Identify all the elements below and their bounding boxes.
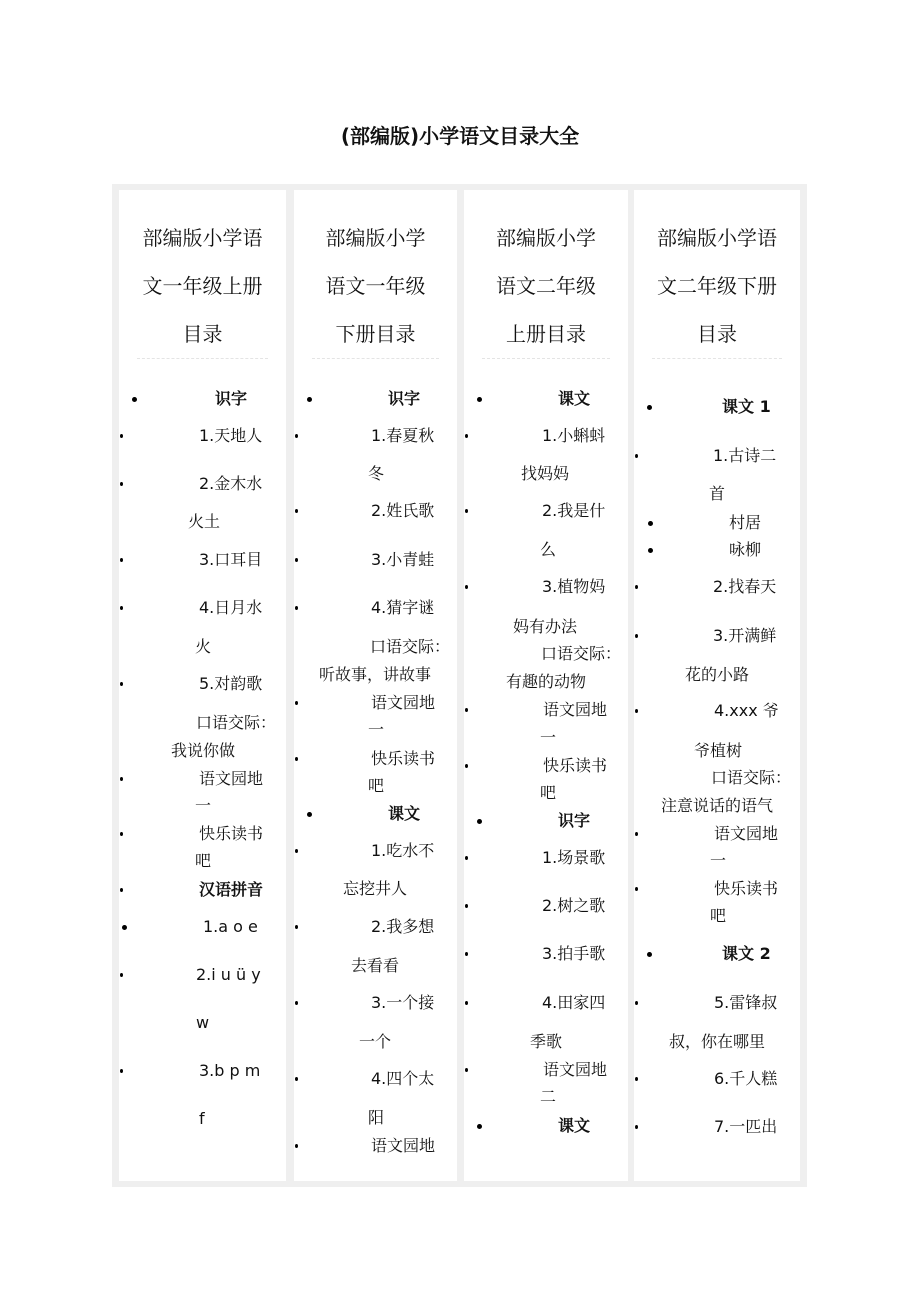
section-heading: 识字 [215,389,248,408]
list-item: 叔，你在哪里 [669,1032,766,1051]
list-item: 5.对韵歌 [199,674,263,693]
column-heading: 目录 [182,322,223,346]
list-item: 1.春夏秋 [371,426,435,445]
list-item: 口语交际： [196,713,277,732]
heading-divider [482,358,610,359]
list-item: 吧 [195,851,212,870]
bullet-icon [465,585,468,589]
list-item: 村居 [729,513,762,532]
list-item: 1.场景歌 [542,848,606,867]
bullet-icon [122,925,127,930]
list-item: 一 [710,851,727,870]
bullet-icon [295,849,298,853]
bullet-icon [635,454,638,458]
list-item: f [199,1109,205,1128]
list-item: 爷植树 [694,741,743,760]
column-heading: 文一年级上册 [142,274,263,298]
list-item: 2.金木水 [199,474,263,493]
list-item: 语文园地 [199,769,264,788]
list-item: 2.i u ü y [196,965,261,984]
list-item: 3.b p m [199,1061,261,1080]
list-item: 一 [540,728,557,747]
bullet-icon [647,952,652,957]
list-item: 快乐读书 [199,824,264,843]
list-item: 2.找春天 [713,577,777,596]
bullet-icon [295,606,298,610]
bullet-icon [465,434,468,438]
bullet-icon [465,952,468,956]
list-item: 我说你做 [171,741,236,760]
list-item: 注意说话的语气 [661,796,774,815]
bullet-icon [120,682,123,686]
bullet-icon [120,434,123,438]
list-item: 1.a o e [203,917,258,936]
list-item: 语文园地 [543,700,608,719]
column-heading: 语文一年级 [325,274,426,298]
bullet-icon [635,709,638,713]
list-item: 7.一匹出 [714,1117,778,1136]
bullet-icon [307,397,312,402]
list-item: 一个 [359,1032,392,1051]
bullet-icon [647,405,652,410]
list-item: 4.田家四 [542,993,606,1012]
bullet-icon [120,777,123,781]
list-item: 5.雷锋叔 [714,993,778,1012]
bullet-icon [295,925,298,929]
list-item: 3.拍手歌 [542,944,606,963]
bullet-icon [465,904,468,908]
section-heading: 课文 [558,389,591,408]
list-item: 2.我多想 [371,917,435,936]
section-heading: 课文 1 [722,397,771,416]
heading-divider [312,358,439,359]
list-item: 4.日月水 [199,598,263,617]
bullet-icon [635,634,638,638]
column-heading: 目录 [697,322,737,346]
list-item: 快乐读书 [371,749,436,768]
column-heading: 语文二年级 [496,274,596,298]
list-item: 快乐读书 [714,879,779,898]
list-item: 去看看 [351,956,400,975]
list-item: 1.吃水不 [371,841,435,860]
list-item: 吧 [368,776,385,795]
list-item: 口语交际： [370,637,451,656]
list-item: 1.小蝌蚪 [542,426,606,445]
list-item: 季歌 [530,1032,563,1051]
section-heading: 识字 [558,811,591,830]
list-item: 3.一个接 [371,993,435,1012]
bullet-icon [465,764,468,768]
bullet-icon [477,397,482,402]
list-item: 2.我是什 [542,501,606,520]
bullet-icon [295,1077,298,1081]
column-heading: 上册目录 [506,322,586,346]
list-item: 冬 [368,464,385,483]
bullet-icon [295,509,298,513]
list-item: 吧 [540,783,557,802]
list-item: 口语交际： [541,644,622,663]
list-item: 1.天地人 [199,426,263,445]
section-heading: 课文 [388,804,421,823]
column-heading: 部编版小学语 [142,226,263,250]
list-item: 1.古诗二 [713,446,777,465]
list-item: 花的小路 [685,665,750,684]
bullet-icon [120,558,123,562]
bullet-icon [635,1077,638,1081]
list-item: 快乐读书 [543,756,608,775]
list-item: 忘挖井人 [343,879,408,898]
bullet-icon [120,973,123,977]
list-item: 找妈妈 [521,464,570,483]
list-item: 语文园地 [371,1136,436,1155]
bullet-icon [295,434,298,438]
list-item: 3.小青蛙 [371,550,435,569]
list-item: 有趣的动物 [506,672,587,691]
list-item: 妈有办法 [513,617,578,636]
list-item: 火 [195,637,212,656]
list-item: 3.植物妈 [542,577,606,596]
bullet-icon [635,585,638,589]
list-item: 咏柳 [729,540,762,559]
bullet-icon [648,521,653,526]
bullet-icon [295,1144,298,1148]
bullet-icon [295,558,298,562]
bullet-icon [477,1124,482,1129]
heading-divider [137,358,268,359]
list-item: 么 [540,540,557,559]
list-item: 6.千人糕 [714,1069,778,1088]
list-item: 二 [540,1087,557,1106]
bullet-icon [120,482,123,486]
bullet-icon [120,888,123,892]
section-heading: 识字 [388,389,421,408]
list-item: 4.猜字谜 [371,598,435,617]
list-item: 语文园地 [543,1060,608,1079]
bullet-icon [295,1001,298,1005]
heading-divider [652,358,782,359]
bullet-icon [120,606,123,610]
list-item: 听故事，讲故事 [319,665,432,684]
list-item: 2.树之歌 [542,896,606,915]
list-item: 语文园地 [371,693,436,712]
column-heading: 下册目录 [335,322,416,346]
list-item: 4.四个太 [371,1069,435,1088]
bullet-icon [465,509,468,513]
bullet-icon [120,1069,123,1073]
list-item: 阳 [368,1108,385,1127]
bullet-icon [465,1001,468,1005]
document-title: (部编版)小学语文目录大全 [340,124,580,148]
column-heading: 部编版小学语 [657,226,777,250]
bullet-icon [648,548,653,553]
bullet-icon [295,757,298,761]
section-heading: 课文 [558,1116,591,1135]
list-item: 3.口耳目 [199,550,263,569]
bullet-icon [635,1125,638,1129]
column-heading: 部编版小学 [325,226,426,250]
list-item: 4.xxx 爷 [714,701,779,720]
bullet-icon [120,832,123,836]
list-item: w [196,1013,210,1032]
list-item: 首 [709,484,726,503]
list-item: 口语交际： [711,768,792,787]
bullet-icon [465,856,468,860]
column-heading: 部编版小学 [496,226,596,250]
list-item: 一 [195,796,212,815]
bullet-icon [295,701,298,705]
list-item: 语文园地 [714,824,779,843]
bullet-icon [477,819,482,824]
bullet-icon [635,1001,638,1005]
bullet-icon [635,832,638,836]
section-heading: 课文 2 [722,944,771,963]
bullet-icon [465,1068,468,1072]
column-heading: 文二年级下册 [657,274,777,298]
list-item: 火土 [188,512,221,531]
list-item: 一 [368,720,385,739]
list-item: 吧 [710,906,727,925]
bullet-icon [307,812,312,817]
list-item: 2.姓氏歌 [371,501,435,520]
section-heading: 汉语拼音 [199,880,264,899]
bullet-icon [635,887,638,891]
bullet-icon [132,397,137,402]
bullet-icon [465,708,468,712]
list-item: 3.开满鲜 [713,626,777,645]
